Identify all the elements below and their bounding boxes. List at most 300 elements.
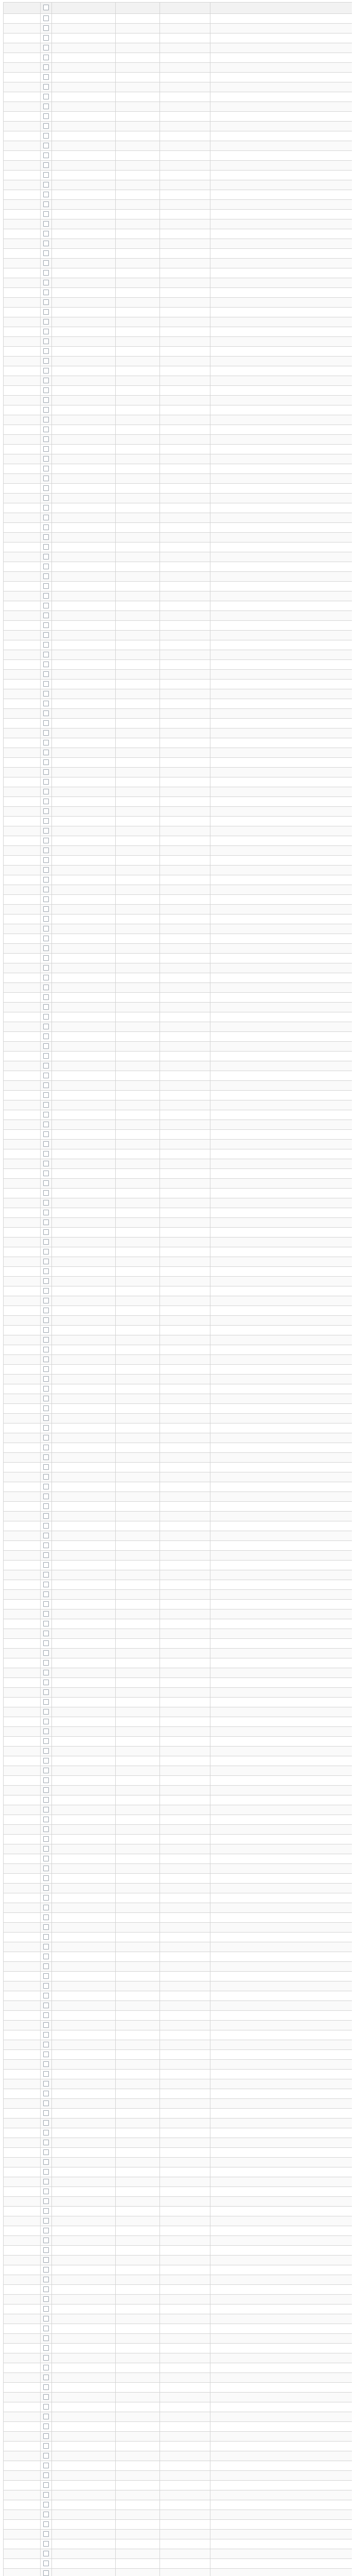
row-checkbox[interactable] [43, 2326, 49, 2331]
row-checkbox[interactable] [43, 544, 49, 550]
row-checkbox[interactable] [43, 955, 49, 961]
row-checkbox[interactable] [43, 152, 49, 158]
row-checkbox[interactable] [43, 1171, 49, 1176]
row-checkbox[interactable] [43, 1709, 49, 1715]
row-checkbox[interactable] [43, 1650, 49, 1656]
row-checkbox[interactable] [43, 485, 49, 491]
column-header-date[interactable] [210, 3, 352, 14]
table-row[interactable] [4, 993, 352, 1003]
row-checkbox[interactable] [43, 1425, 49, 1431]
row-checkbox[interactable] [43, 1317, 49, 1323]
row-checkbox[interactable] [43, 1073, 49, 1078]
table-row[interactable] [4, 1179, 352, 1189]
row-checkbox[interactable] [43, 2404, 49, 2410]
table-row[interactable] [4, 1120, 352, 1130]
row-checkbox[interactable] [43, 1983, 49, 1989]
table-row[interactable] [4, 807, 352, 817]
table-row[interactable] [4, 1609, 352, 1619]
row-checkbox[interactable] [43, 2277, 49, 2282]
row-checkbox[interactable] [43, 2159, 49, 2165]
table-row[interactable] [4, 660, 352, 670]
table-row[interactable] [4, 1854, 352, 1864]
table-row[interactable] [4, 190, 352, 200]
table-row[interactable] [4, 768, 352, 777]
table-row[interactable] [4, 1649, 352, 1658]
row-checkbox[interactable] [43, 192, 49, 197]
row-checkbox[interactable] [43, 1914, 49, 1920]
table-row[interactable] [4, 2373, 352, 2383]
table-row[interactable] [4, 924, 352, 934]
table-row[interactable] [4, 180, 352, 190]
table-row[interactable] [4, 1296, 352, 1306]
row-checkbox[interactable] [43, 808, 49, 814]
column-header-number[interactable] [160, 3, 210, 14]
row-checkbox[interactable] [43, 789, 49, 794]
table-row[interactable] [4, 1913, 352, 1923]
table-row[interactable] [4, 1570, 352, 1580]
row-checkbox[interactable] [43, 1777, 49, 1783]
table-row[interactable] [4, 601, 352, 611]
row-checkbox[interactable] [43, 15, 49, 21]
table-row[interactable] [4, 82, 352, 92]
table-row[interactable] [4, 2158, 352, 2167]
row-checkbox[interactable] [43, 211, 49, 217]
table-row[interactable] [4, 895, 352, 905]
table-row[interactable] [4, 728, 352, 738]
row-checkbox[interactable] [43, 2512, 49, 2517]
row-checkbox[interactable] [43, 701, 49, 706]
table-row[interactable] [4, 249, 352, 259]
table-row[interactable] [4, 1512, 352, 1521]
row-checkbox[interactable] [43, 1728, 49, 1734]
row-checkbox[interactable] [43, 691, 49, 697]
row-checkbox[interactable] [43, 358, 49, 364]
table-row[interactable] [4, 43, 352, 53]
table-row[interactable] [4, 2490, 352, 2500]
row-checkbox[interactable] [43, 750, 49, 755]
row-checkbox[interactable] [43, 1484, 49, 1489]
row-checkbox[interactable] [43, 926, 49, 931]
table-row[interactable] [4, 337, 352, 347]
table-row[interactable] [4, 1061, 352, 1071]
table-row[interactable] [4, 1893, 352, 1903]
table-row[interactable] [4, 1884, 352, 1893]
table-row[interactable] [4, 1972, 352, 1981]
row-checkbox[interactable] [43, 2296, 49, 2302]
row-checkbox[interactable] [43, 64, 49, 70]
row-checkbox[interactable] [43, 1014, 49, 1020]
table-row[interactable] [4, 1032, 352, 1042]
row-checkbox[interactable] [43, 887, 49, 892]
row-checkbox[interactable] [43, 368, 49, 374]
table-row[interactable] [4, 1247, 352, 1257]
table-row[interactable] [4, 2138, 352, 2148]
table-row[interactable] [4, 2256, 352, 2265]
row-checkbox[interactable] [43, 1611, 49, 1617]
table-row[interactable] [4, 396, 352, 405]
table-row[interactable] [4, 24, 352, 33]
table-row[interactable] [4, 699, 352, 709]
table-row[interactable] [4, 650, 352, 660]
row-checkbox[interactable] [43, 2345, 49, 2351]
table-row[interactable] [4, 2060, 352, 2070]
table-row[interactable] [4, 200, 352, 210]
table-row[interactable] [4, 1942, 352, 1952]
row-checkbox[interactable] [43, 1278, 49, 1284]
table-row[interactable] [4, 2216, 352, 2226]
table-row[interactable] [4, 1257, 352, 1267]
row-checkbox[interactable] [43, 1631, 49, 1636]
row-checkbox[interactable] [43, 1787, 49, 1793]
table-row[interactable] [4, 347, 352, 357]
row-checkbox[interactable] [43, 1190, 49, 1196]
table-row[interactable] [4, 856, 352, 866]
row-checkbox[interactable] [43, 2247, 49, 2253]
table-row[interactable] [4, 2304, 352, 2314]
table-row[interactable] [4, 219, 352, 229]
row-checkbox[interactable] [43, 916, 49, 922]
table-row[interactable] [4, 1042, 352, 1052]
row-checkbox[interactable] [43, 162, 49, 168]
row-checkbox[interactable] [43, 1621, 49, 1626]
table-row[interactable] [4, 905, 352, 914]
row-checkbox[interactable] [43, 534, 49, 540]
row-checkbox[interactable] [43, 495, 49, 501]
table-row[interactable] [4, 1218, 352, 1228]
table-row[interactable] [4, 2021, 352, 2030]
row-checkbox[interactable] [43, 35, 49, 41]
table-row[interactable] [4, 1208, 352, 1218]
row-checkbox[interactable] [43, 2394, 49, 2400]
table-row[interactable] [4, 366, 352, 376]
table-row[interactable] [4, 2451, 352, 2461]
row-checkbox[interactable] [43, 2492, 49, 2498]
table-row[interactable] [4, 494, 352, 503]
row-checkbox[interactable] [43, 143, 49, 148]
row-checkbox[interactable] [43, 1552, 49, 1558]
row-checkbox[interactable] [43, 407, 49, 413]
row-checkbox[interactable] [43, 2032, 49, 2038]
table-row[interactable] [4, 738, 352, 748]
table-row[interactable] [4, 1091, 352, 1100]
row-checkbox[interactable] [43, 1738, 49, 1744]
row-checkbox[interactable] [43, 104, 49, 109]
table-row[interactable] [4, 2285, 352, 2295]
table-row[interactable] [4, 2549, 352, 2559]
row-checkbox[interactable] [43, 466, 49, 471]
row-checkbox[interactable] [43, 1268, 49, 1274]
table-row[interactable] [4, 2089, 352, 2099]
row-checkbox[interactable] [43, 1366, 49, 1372]
row-checkbox[interactable] [43, 710, 49, 716]
row-checkbox[interactable] [43, 1259, 49, 1264]
row-checkbox[interactable] [43, 348, 49, 354]
table-row[interactable] [4, 1825, 352, 1835]
row-checkbox[interactable] [43, 260, 49, 266]
table-row[interactable] [4, 885, 352, 895]
row-checkbox[interactable] [43, 896, 49, 902]
table-row[interactable] [4, 1923, 352, 1933]
row-checkbox[interactable] [43, 2061, 49, 2067]
row-checkbox[interactable] [43, 1582, 49, 1587]
table-row[interactable] [4, 1678, 352, 1688]
row-checkbox[interactable] [43, 1680, 49, 1685]
table-row[interactable] [4, 1355, 352, 1365]
row-checkbox[interactable] [43, 2561, 49, 2566]
row-checkbox[interactable] [43, 642, 49, 648]
row-checkbox[interactable] [43, 172, 49, 178]
table-row[interactable] [4, 1100, 352, 1110]
table-row[interactable] [4, 543, 352, 552]
row-checkbox[interactable] [43, 378, 49, 383]
row-checkbox[interactable] [43, 1131, 49, 1137]
table-row[interactable] [4, 2177, 352, 2187]
table-row[interactable] [4, 983, 352, 993]
row-checkbox[interactable] [43, 1386, 49, 1392]
table-row[interactable] [4, 2442, 352, 2451]
row-checkbox[interactable] [43, 113, 49, 119]
table-row[interactable] [4, 484, 352, 494]
column-header-check[interactable] [41, 3, 52, 14]
table-row[interactable] [4, 2402, 352, 2412]
row-checkbox[interactable] [43, 290, 49, 295]
row-checkbox[interactable] [43, 1797, 49, 1803]
table-row[interactable] [4, 1756, 352, 1766]
table-row[interactable] [4, 523, 352, 533]
table-row[interactable] [4, 1345, 352, 1355]
row-checkbox[interactable] [43, 2140, 49, 2145]
row-checkbox[interactable] [43, 1758, 49, 1764]
table-row[interactable] [4, 503, 352, 513]
row-checkbox[interactable] [43, 906, 49, 912]
row-checkbox[interactable] [43, 848, 49, 853]
table-row[interactable] [4, 1433, 352, 1443]
row-checkbox[interactable] [43, 1699, 49, 1705]
row-checkbox[interactable] [43, 1435, 49, 1440]
row-checkbox[interactable] [43, 818, 49, 824]
row-checkbox[interactable] [43, 1112, 49, 1117]
table-row[interactable] [4, 1561, 352, 1570]
row-checkbox[interactable] [43, 456, 49, 462]
table-row[interactable] [4, 582, 352, 591]
row-checkbox[interactable] [43, 1102, 49, 1108]
row-checkbox[interactable] [43, 759, 49, 765]
row-checkbox[interactable] [43, 1572, 49, 1578]
table-row[interactable] [4, 1306, 352, 1316]
table-row[interactable] [4, 239, 352, 249]
row-checkbox[interactable] [43, 1229, 49, 1235]
table-row[interactable] [4, 1492, 352, 1502]
table-row[interactable] [4, 2275, 352, 2285]
table-row[interactable] [4, 1286, 352, 1296]
row-checkbox[interactable] [43, 671, 49, 677]
table-row[interactable] [4, 826, 352, 836]
table-row[interactable] [4, 1717, 352, 1727]
table-row[interactable] [4, 2363, 352, 2373]
row-checkbox[interactable] [43, 857, 49, 863]
row-checkbox[interactable] [43, 2208, 49, 2214]
row-checkbox[interactable] [43, 1376, 49, 1382]
column-header-tag[interactable] [116, 3, 160, 14]
table-row[interactable] [4, 1531, 352, 1541]
row-checkbox[interactable] [43, 1347, 49, 1352]
table-row[interactable] [4, 1149, 352, 1159]
table-row[interactable] [4, 425, 352, 435]
row-checkbox[interactable] [43, 2130, 49, 2136]
row-checkbox[interactable] [43, 231, 49, 236]
table-row[interactable] [4, 122, 352, 131]
table-row[interactable] [4, 2530, 352, 2539]
row-checkbox[interactable] [43, 1924, 49, 1930]
table-row[interactable] [4, 92, 352, 102]
row-checkbox[interactable] [43, 1689, 49, 1695]
table-row[interactable] [4, 611, 352, 621]
table-row[interactable] [4, 1658, 352, 1668]
table-row[interactable] [4, 680, 352, 689]
row-checkbox[interactable] [43, 417, 49, 422]
table-row[interactable] [4, 131, 352, 141]
table-row[interactable] [4, 2324, 352, 2334]
table-row[interactable] [4, 963, 352, 973]
row-checkbox[interactable] [43, 740, 49, 745]
row-checkbox[interactable] [43, 2149, 49, 2155]
table-row[interactable] [4, 2334, 352, 2344]
table-row[interactable] [4, 1394, 352, 1404]
row-checkbox[interactable] [43, 828, 49, 834]
row-checkbox[interactable] [43, 593, 49, 599]
table-row[interactable] [4, 415, 352, 425]
table-row[interactable] [4, 2393, 352, 2402]
table-row[interactable] [4, 268, 352, 278]
table-row[interactable] [4, 2422, 352, 2432]
row-checkbox[interactable] [43, 1866, 49, 1871]
table-row[interactable] [4, 288, 352, 298]
table-row[interactable] [4, 1688, 352, 1698]
table-row[interactable] [4, 1786, 352, 1795]
table-row[interactable] [4, 1502, 352, 1512]
row-checkbox[interactable] [43, 1219, 49, 1225]
table-row[interactable] [4, 308, 352, 317]
row-checkbox[interactable] [43, 55, 49, 60]
table-row[interactable] [4, 2197, 352, 2207]
row-checkbox[interactable] [43, 2521, 49, 2527]
row-checkbox[interactable] [43, 867, 49, 873]
row-checkbox[interactable] [43, 2482, 49, 2488]
row-checkbox[interactable] [43, 2453, 49, 2459]
table-row[interactable] [4, 1423, 352, 1433]
row-checkbox[interactable] [43, 45, 49, 50]
table-row[interactable] [4, 846, 352, 856]
row-checkbox[interactable] [43, 975, 49, 980]
table-row[interactable] [4, 1198, 352, 1208]
table-row[interactable] [4, 2011, 352, 2021]
table-row[interactable] [4, 1805, 352, 1815]
row-checkbox[interactable] [43, 2502, 49, 2507]
row-checkbox[interactable] [43, 1445, 49, 1450]
table-row[interactable] [4, 2500, 352, 2510]
table-row[interactable] [4, 552, 352, 562]
row-checkbox[interactable] [43, 799, 49, 804]
table-row[interactable] [4, 875, 352, 885]
row-checkbox[interactable] [43, 1885, 49, 1891]
table-row[interactable] [4, 151, 352, 161]
table-row[interactable] [4, 1012, 352, 1022]
table-row[interactable] [4, 1541, 352, 1551]
row-checkbox[interactable] [43, 250, 49, 256]
row-checkbox[interactable] [43, 730, 49, 736]
table-row[interactable] [4, 1404, 352, 1414]
row-checkbox[interactable] [43, 1591, 49, 1597]
row-checkbox[interactable] [43, 2570, 49, 2576]
table-row[interactable] [4, 2128, 352, 2138]
row-checkbox[interactable] [43, 1357, 49, 1362]
row-checkbox[interactable] [43, 662, 49, 667]
table-row[interactable] [4, 1052, 352, 1061]
row-checkbox[interactable] [43, 965, 49, 971]
table-row[interactable] [4, 1707, 352, 1717]
row-checkbox[interactable] [43, 1415, 49, 1421]
row-checkbox[interactable] [43, 720, 49, 726]
row-checkbox[interactable] [43, 2375, 49, 2380]
table-row[interactable] [4, 1277, 352, 1286]
table-row[interactable] [4, 1991, 352, 2001]
table-row[interactable] [4, 2353, 352, 2363]
row-checkbox[interactable] [43, 2433, 49, 2439]
table-row[interactable] [4, 1130, 352, 1140]
table-row[interactable] [4, 1776, 352, 1786]
table-row[interactable] [4, 2265, 352, 2275]
row-checkbox[interactable] [43, 1200, 49, 1206]
table-row[interactable] [4, 1071, 352, 1081]
table-row[interactable] [4, 1482, 352, 1492]
row-checkbox[interactable] [43, 505, 49, 511]
row-checkbox[interactable] [43, 2424, 49, 2429]
row-checkbox[interactable] [43, 1141, 49, 1147]
table-row[interactable] [4, 2187, 352, 2197]
row-checkbox[interactable] [43, 2228, 49, 2233]
row-checkbox[interactable] [43, 1063, 49, 1069]
table-row[interactable] [4, 435, 352, 445]
table-row[interactable] [4, 229, 352, 239]
table-row[interactable] [4, 709, 352, 719]
table-row[interactable] [4, 210, 352, 219]
row-checkbox[interactable] [43, 1327, 49, 1333]
row-checkbox[interactable] [43, 2384, 49, 2390]
table-row[interactable] [4, 2236, 352, 2246]
row-checkbox[interactable] [43, 2443, 49, 2449]
table-row[interactable] [4, 866, 352, 875]
table-row[interactable] [4, 445, 352, 454]
table-row[interactable] [4, 1521, 352, 1531]
table-row[interactable] [4, 533, 352, 543]
table-row[interactable] [4, 1933, 352, 1942]
row-checkbox[interactable] [43, 1004, 49, 1010]
row-checkbox[interactable] [43, 2100, 49, 2106]
row-checkbox[interactable] [43, 2081, 49, 2087]
table-row[interactable] [4, 2559, 352, 2569]
row-checkbox[interactable] [43, 427, 49, 432]
table-row[interactable] [4, 1159, 352, 1169]
row-checkbox[interactable] [43, 1963, 49, 1969]
row-checkbox[interactable] [43, 74, 49, 80]
row-checkbox[interactable] [43, 681, 49, 687]
table-row[interactable] [4, 1414, 352, 1423]
table-row[interactable] [4, 1580, 352, 1590]
table-row[interactable] [4, 2314, 352, 2324]
row-checkbox[interactable] [43, 1298, 49, 1303]
row-checkbox[interactable] [43, 2316, 49, 2321]
row-checkbox[interactable] [43, 1151, 49, 1157]
